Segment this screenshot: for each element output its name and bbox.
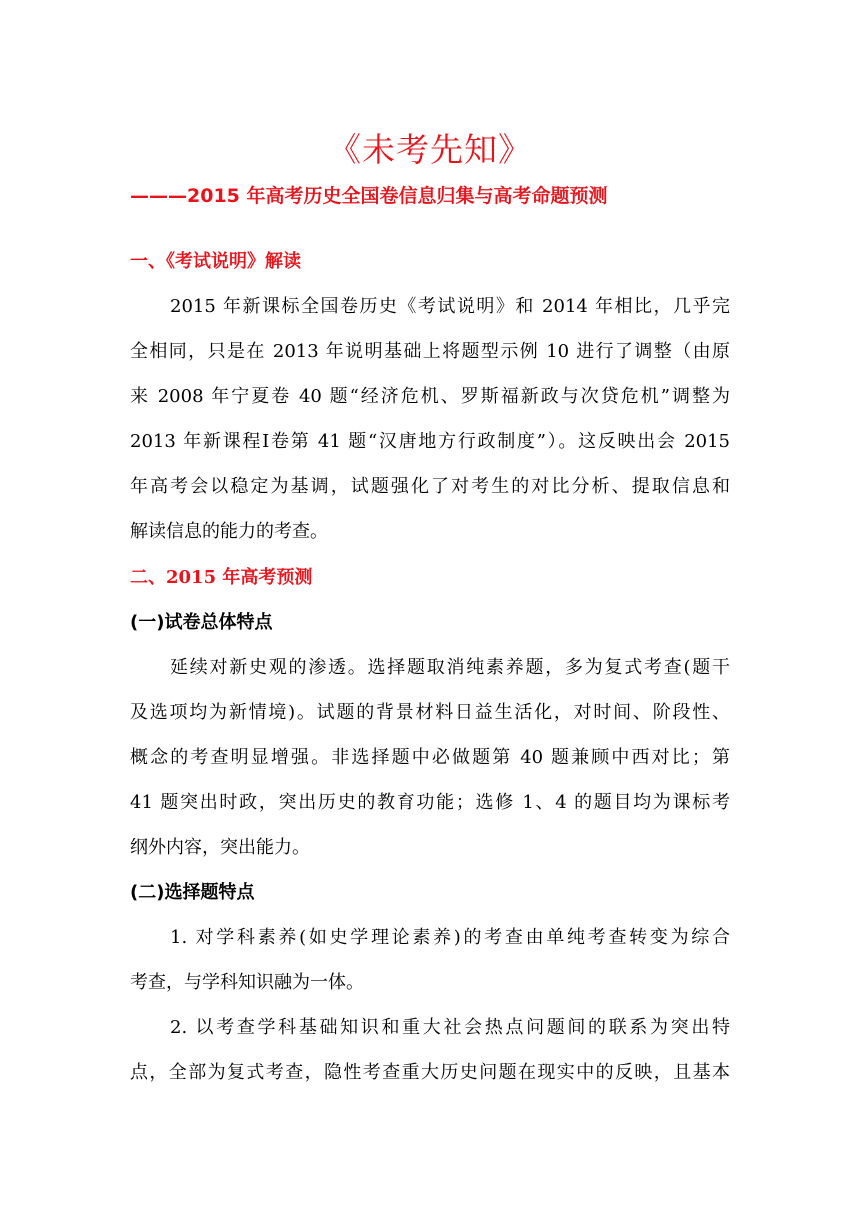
document-subtitle: ———2015 年高考历史全国卷信息归集与高考命题预测 (130, 185, 608, 207)
paragraph-line: 及选项均为新情境)。试题的背景材料日益生活化，对时间、阶段性、 (130, 702, 730, 723)
paragraph-line: 年高考会以稳定为基调，试题强化了对考生的对比分析、提取信息和 (130, 476, 730, 497)
paragraph-line: 概念的考查明显增强。非选择题中必做题第 40 题兼顾中西对比；第 (130, 747, 730, 768)
paragraph-line: 点，全部为复式考查，隐性考查重大历史问题在现实中的反映，且基本 (130, 1062, 730, 1083)
subsection-heading-choice-questions: (二)选择题特点 (130, 882, 255, 903)
document-title: 《未考先知》 (328, 130, 532, 169)
paragraph-line: 解读信息的能力的考查。 (130, 521, 328, 542)
paragraph-line: 延续对新史观的渗透。选择题取消纯素养题，多为复式考查(题干 (170, 657, 730, 678)
section-heading-forecast: 二、2015 年高考预测 (130, 567, 313, 588)
paragraph-line: 考查，与学科知识融为一体。 (130, 972, 364, 993)
paragraph-line: 纲外内容，突出能力。 (130, 837, 310, 858)
paragraph-line: 1. 对学科素养(如史学理论素养)的考查由单纯考查转变为综合 (170, 927, 730, 948)
subsection-heading-overall: (一)试卷总体特点 (130, 612, 273, 633)
paragraph-line: 41 题突出时政，突出历史的教育功能；选修 1、4 的题目均为课标考 (130, 792, 730, 813)
paragraph-line: 2. 以考查学科基础知识和重大社会热点问题间的联系为突出特 (170, 1017, 730, 1038)
section-heading-exam-guide: 一、《考试说明》解读 (130, 251, 301, 272)
paragraph-line: 2013 年新课程Ⅰ卷第 41 题“汉唐地方行政制度”）。这反映出会 2015 (130, 431, 730, 452)
paragraph-line: 全相同，只是在 2013 年说明基础上将题型示例 10 进行了调整（由原 (130, 341, 730, 362)
paragraph-line: 来 2008 年宁夏卷 40 题“经济危机、罗斯福新政与次贷危机”调整为 (130, 386, 730, 407)
paragraph-line: 2015 年新课标全国卷历史《考试说明》和 2014 年相比，几乎完 (170, 296, 730, 317)
